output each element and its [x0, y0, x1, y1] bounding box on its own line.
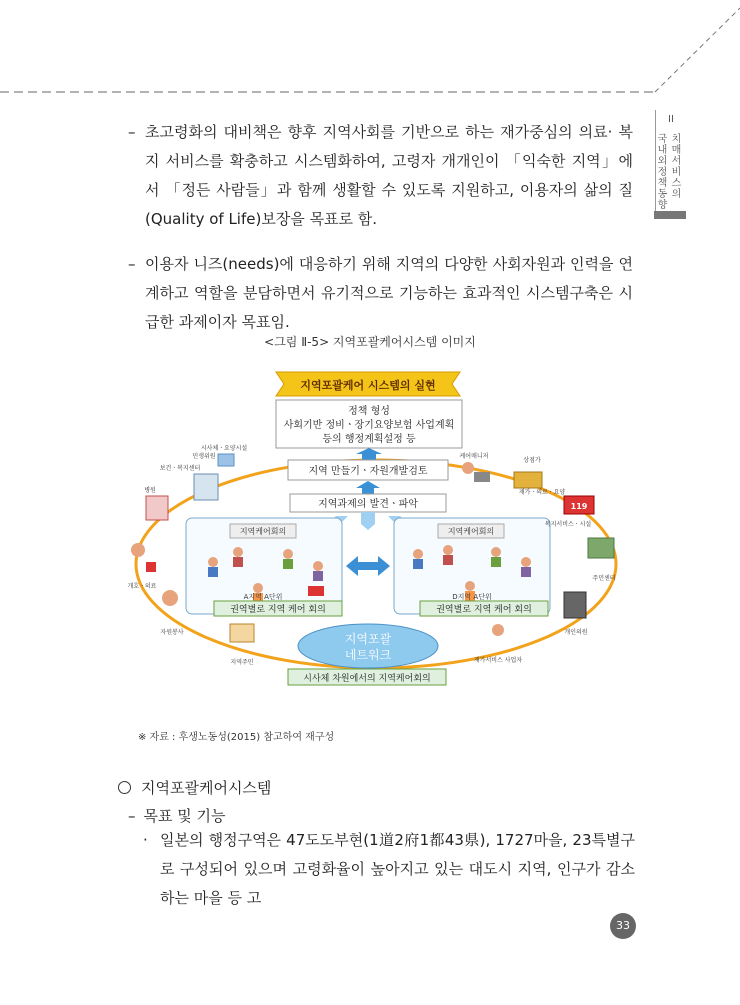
svg-text:119: 119	[570, 502, 588, 511]
figure-caption: <그림 Ⅱ-5> 지역포괄케어시스템 이미지	[264, 335, 476, 349]
chapter-title-col2: 치매서비스의	[671, 134, 682, 200]
banner-text: 지역포괄케어 시스템의 실현	[300, 379, 436, 392]
dash-marker: –	[128, 807, 136, 825]
header-rule	[0, 0, 740, 110]
up-arrow-2	[356, 481, 380, 494]
right-meeting-title: 지역케어회의	[447, 527, 495, 536]
section-title	[118, 777, 271, 798]
chapter-number: II	[668, 114, 674, 125]
step-3-text: 지역과제의 발견ㆍ파악	[318, 499, 418, 510]
svg-text:개인의원: 개인의원	[564, 629, 588, 636]
network-line-2: 네트워크	[344, 648, 392, 662]
sub-title	[128, 805, 226, 826]
sub-title-text: 목표 및 기능	[143, 807, 226, 825]
svg-text:케어매니저: 케어매니저	[459, 453, 489, 460]
node-residents	[230, 624, 254, 666]
chapter-title-col1: 국내외정책동향	[657, 134, 668, 211]
policy-line-3: 등의 행정계획설정 등	[322, 434, 416, 445]
svg-text:주민센터: 주민센터	[592, 575, 616, 582]
svg-text:재가서비스 사업자: 재가서비스 사업자	[473, 657, 523, 664]
policy-line-2: 사회기반 정비ㆍ장기요양보험 사업계획	[283, 420, 455, 431]
policy-line-1: 정책 형성	[348, 406, 390, 417]
up-arrow-1	[356, 448, 382, 460]
bullet-paragraph	[143, 826, 635, 913]
circle-bullet-icon	[118, 781, 131, 794]
node-care-medical	[128, 543, 157, 590]
node-home-medical	[519, 488, 566, 496]
node-clinic	[564, 592, 588, 636]
paragraph-text: 초고령화의 대비책은 향후 지역사회를 기반으로 하는 재가중심의 의료· 복지 서비스를 확충하고 시스템화하여, 고령자 개개인이 「익숙한 지역」에서 「정든 사람들」과 함께 생활할 수 있도록 지원하고, 이용자의 삶의 질(Quality of Life)보장을 목표로 함.	[145, 123, 633, 228]
left-label-text: 권역별로 지역 케어 회의	[230, 605, 326, 615]
center-arrow	[361, 512, 375, 530]
community-care-diagram	[118, 366, 638, 696]
left-meeting-title: 지역케어회의	[239, 527, 287, 536]
svg-text:재가ㆍ의료ㆍ요양: 재가ㆍ의료ㆍ요양	[518, 489, 566, 496]
svg-text:시사체ㆍ요양시설: 시사체ㆍ요양시설	[200, 445, 248, 452]
svg-text:자원봉사: 자원봉사	[160, 629, 184, 636]
svg-text:개호ㆍ의료: 개호ㆍ의료	[127, 583, 157, 590]
figure-source: ※ 자료 : 후생노동성(2015) 참고하여 재구성	[138, 732, 335, 743]
svg-text:지역주민: 지역주민	[230, 659, 254, 666]
left-area-label: A지역 A단위	[243, 593, 283, 601]
chapter-marker-bar	[654, 211, 686, 219]
svg-text:병원: 병원	[144, 487, 156, 494]
dash-marker: –	[128, 123, 136, 141]
node-health-center	[160, 464, 218, 500]
paragraph-2	[128, 250, 633, 337]
node-care-manager	[460, 452, 490, 482]
network-line-1: 지역포괄	[344, 632, 392, 646]
bottom-label-text: 시사체 차원에서의 지역케어회의	[303, 674, 431, 684]
node-community-center	[588, 538, 616, 582]
node-fire-station	[564, 496, 594, 514]
svg-text:복지서비스ㆍ시설: 복지서비스ㆍ시설	[544, 521, 592, 528]
node-shopping	[514, 456, 542, 488]
page-number: 33	[610, 913, 636, 939]
svg-text:민생위원: 민생위원	[192, 453, 216, 460]
svg-text:상점가: 상점가	[523, 457, 541, 464]
section-title-text: 지역포괄케어시스템	[141, 779, 272, 797]
dot-marker: ·	[143, 831, 148, 849]
paragraph-text: 이용자 니즈(needs)에 대응하기 위해 지역의 다양한 사회자원과 인력을 연계하고 역할을 분담하면서 유기적으로 기능하는 효과적인 시스템구축은 시급한 과제이자 목표임.	[145, 255, 633, 331]
node-commissioner	[192, 452, 215, 460]
paragraph-1	[128, 118, 633, 234]
bullet-text: 일본의 행정구역은 47도도부현(1道2府1都43県), 1727마을, 23특별구로 구성되어 있으며 고령화율이 높아지고 있는 대도시 지역, 인구가 감소하는 마을 등 고	[160, 831, 635, 907]
node-home-service	[474, 624, 522, 664]
dash-marker: –	[128, 255, 136, 273]
step-2-text: 지역 만들기ㆍ자원개발검토	[308, 466, 428, 477]
double-arrow	[346, 556, 390, 576]
right-area-label: D지역 A단위	[452, 593, 492, 601]
right-label-text: 권역별로 지역 케어 회의	[436, 605, 532, 615]
node-welfare	[545, 520, 592, 528]
node-hospital	[144, 486, 168, 520]
svg-text:보건ㆍ복지센터: 보건ㆍ복지센터	[159, 465, 201, 472]
